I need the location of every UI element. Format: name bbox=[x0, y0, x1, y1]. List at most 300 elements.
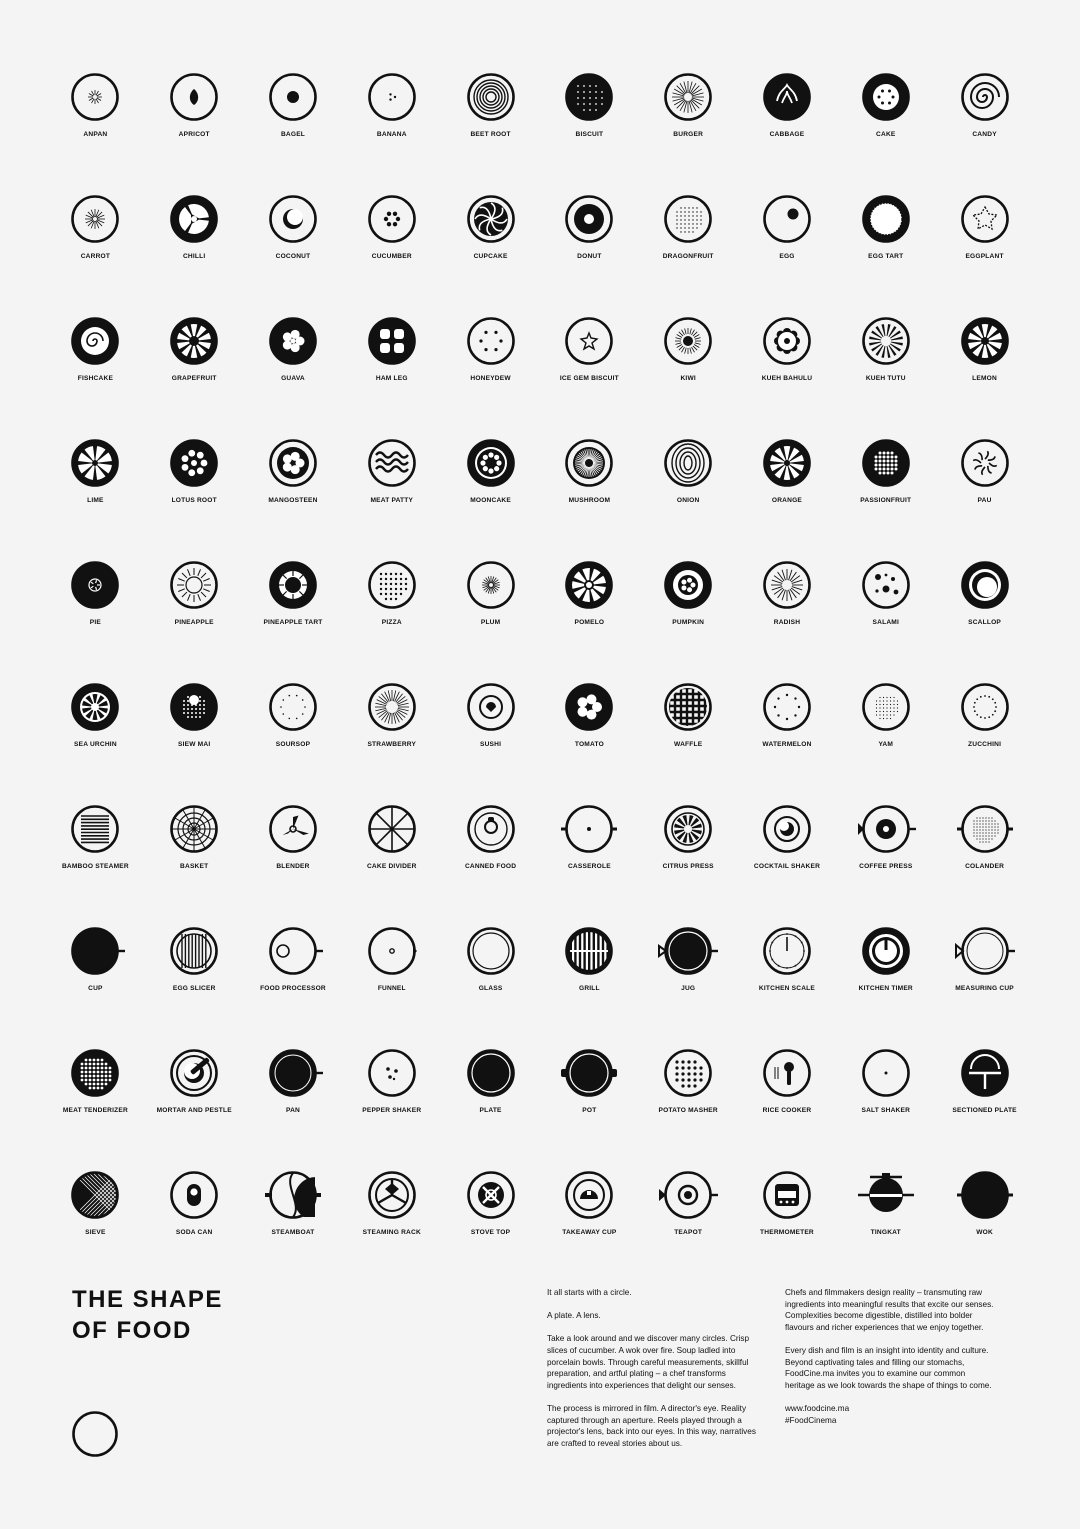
grid-item bbox=[342, 315, 441, 437]
grid-item-label: DRAGONFRUIT bbox=[662, 253, 714, 260]
plate-icon bbox=[465, 1047, 517, 1099]
funnel-icon bbox=[366, 925, 418, 977]
grapefruit-icon bbox=[168, 315, 220, 367]
grid-item-label: COCONUT bbox=[275, 253, 311, 260]
grid-item-label: GRAPEFRUIT bbox=[171, 375, 217, 382]
grid-item bbox=[540, 193, 639, 315]
carrot-icon bbox=[69, 193, 121, 245]
grid-item-label: ICE GEM BISCUIT bbox=[559, 375, 619, 382]
grid-item-label: BLENDER bbox=[276, 863, 310, 870]
grid-item-label: MEAT PATTY bbox=[370, 497, 414, 504]
grid-item-label: MANGOSTEEN bbox=[268, 497, 318, 504]
bagel-icon bbox=[267, 71, 319, 123]
grid-item bbox=[935, 925, 1034, 1047]
grid-item bbox=[342, 925, 441, 1047]
grid-item-label: SALAMI bbox=[872, 619, 900, 626]
dragonfruit-icon bbox=[662, 193, 714, 245]
donut-icon bbox=[563, 193, 615, 245]
soursop-icon bbox=[267, 681, 319, 733]
grid-item-label: YAM bbox=[878, 741, 894, 748]
grid-item bbox=[738, 1047, 837, 1169]
grid-item-label: COLANDER bbox=[965, 863, 1005, 870]
grid-item-label: HAM LEG bbox=[375, 375, 408, 382]
mortar-and-pestle-icon bbox=[168, 1047, 220, 1099]
grid-item-label: FOOD PROCESSOR bbox=[260, 985, 326, 992]
grid-item-label: CUPCAKE bbox=[473, 253, 508, 260]
onion-icon bbox=[662, 437, 714, 489]
grid-item bbox=[145, 681, 244, 803]
grid-item bbox=[836, 925, 935, 1047]
grid-item-label: PLATE bbox=[479, 1107, 502, 1114]
coffee-press-icon bbox=[860, 803, 912, 855]
steaming-rack-icon bbox=[366, 1169, 418, 1221]
grid-item-label: COFFEE PRESS bbox=[859, 863, 913, 870]
grid-item bbox=[342, 803, 441, 925]
pau-icon bbox=[959, 437, 1011, 489]
grid-item-label: KITCHEN SCALE bbox=[758, 985, 816, 992]
grill-icon bbox=[563, 925, 615, 977]
grid-item bbox=[738, 559, 837, 681]
grid-item-label: POMELO bbox=[574, 619, 605, 626]
grid-item-label: WAFFLE bbox=[674, 741, 703, 748]
grid-item-label: MEAT TENDERIZER bbox=[62, 1107, 128, 1114]
grid-item bbox=[935, 681, 1034, 803]
intro-paragraph: The process is mirrored in film. A director's eye. Reality captured through an aperture. Reels played through a projector's lens, back into our eyes. In this way, narratives are crafted to reveal stories about us. bbox=[547, 1403, 756, 1448]
grid-item bbox=[145, 71, 244, 193]
grid-item-label: DONUT bbox=[577, 253, 602, 260]
grid-item bbox=[738, 315, 837, 437]
pineapple-icon bbox=[168, 559, 220, 611]
ice-gem-biscuit-icon bbox=[563, 315, 615, 367]
radish-icon bbox=[761, 559, 813, 611]
zucchini-icon bbox=[959, 681, 1011, 733]
grid-item-label: GUAVA bbox=[281, 375, 305, 382]
grid-item-label: WOK bbox=[976, 1229, 993, 1236]
grid-item-label: SIEVE bbox=[85, 1229, 106, 1236]
pan-icon bbox=[267, 1047, 319, 1099]
stove-top-icon bbox=[465, 1169, 517, 1221]
grid-item-label: RADISH bbox=[773, 619, 801, 626]
scallop-icon bbox=[959, 559, 1011, 611]
grid-item-label: APRICOT bbox=[178, 131, 210, 138]
grid-item bbox=[935, 1169, 1034, 1291]
intro-paragraph: It all starts with a circle. bbox=[547, 1288, 632, 1297]
grid-item-label: BISCUIT bbox=[575, 131, 604, 138]
pie-icon bbox=[69, 559, 121, 611]
pumpkin-icon bbox=[662, 559, 714, 611]
measuring-cup-icon bbox=[959, 925, 1011, 977]
egg-tart-icon bbox=[860, 193, 912, 245]
kiwi-icon bbox=[662, 315, 714, 367]
grid-item bbox=[145, 1047, 244, 1169]
grid-item bbox=[935, 193, 1034, 315]
anpan-icon bbox=[69, 71, 121, 123]
grid-item bbox=[836, 437, 935, 559]
glass-icon bbox=[465, 925, 517, 977]
grid-item-label: SALT SHAKER bbox=[861, 1107, 911, 1114]
grid-item bbox=[738, 71, 837, 193]
grid-item bbox=[540, 925, 639, 1047]
grid-item-label: EGG bbox=[779, 253, 795, 260]
grid-item-label: WATERMELON bbox=[762, 741, 812, 748]
banana-icon bbox=[366, 71, 418, 123]
grid-item-label: CHILLI bbox=[182, 253, 206, 260]
grid-item-label: ORANGE bbox=[771, 497, 803, 504]
grid-item bbox=[145, 925, 244, 1047]
grid-item bbox=[46, 681, 145, 803]
passionfruit-icon bbox=[860, 437, 912, 489]
salami-icon bbox=[860, 559, 912, 611]
grid-item-label: PAN bbox=[285, 1107, 301, 1114]
grid-item-label: LIME bbox=[87, 497, 104, 504]
grid-item bbox=[145, 803, 244, 925]
bamboo-steamer-icon bbox=[69, 803, 121, 855]
poster-title bbox=[72, 1284, 223, 1346]
mangosteen-icon bbox=[267, 437, 319, 489]
grid-item-label: TOMATO bbox=[574, 741, 604, 748]
grid-item bbox=[738, 193, 837, 315]
grid-item-label: BANANA bbox=[376, 131, 407, 138]
grid-item bbox=[441, 925, 540, 1047]
grid-item bbox=[441, 803, 540, 925]
grid-item-label: EGG SLICER bbox=[172, 985, 216, 992]
grid-item bbox=[244, 1169, 343, 1291]
cocktail-shaker-icon bbox=[761, 803, 813, 855]
grid-item bbox=[342, 437, 441, 559]
pepper-shaker-icon bbox=[366, 1047, 418, 1099]
grid-item bbox=[342, 559, 441, 681]
grid-item bbox=[244, 803, 343, 925]
grid-item bbox=[46, 1169, 145, 1291]
lime-icon bbox=[69, 437, 121, 489]
intro-paragraph: Chefs and filmmakers design reality – transmuting raw ingredients into meaningful results that excite our senses. Complexities become digestible, distilled into bolder flavours and richer experiences that we enjoy together. bbox=[785, 1288, 994, 1332]
casserole-icon bbox=[563, 803, 615, 855]
grid-item-label: STRAWBERRY bbox=[367, 741, 417, 748]
intro-paragraph: Take a look around and we discover many circles. Crisp slices of cucumber. A wok over fire. Soup ladled into porcelain bowls. Through careful measurements, skillful preparation, and artful plating – a chef transforms ingredients into experiences that delight our senses. bbox=[547, 1334, 750, 1390]
grid-item-label: STEAMING RACK bbox=[362, 1229, 421, 1236]
grid-item-label: SIEW MAI bbox=[178, 741, 211, 748]
website-link[interactable]: www.foodcine.ma bbox=[785, 1403, 850, 1413]
grid-item bbox=[244, 1047, 343, 1169]
sieve-icon bbox=[69, 1169, 121, 1221]
beet-root-icon bbox=[465, 71, 517, 123]
grid-item bbox=[145, 559, 244, 681]
grid-item bbox=[836, 315, 935, 437]
grid-item bbox=[639, 803, 738, 925]
grid-item bbox=[46, 437, 145, 559]
grid-item bbox=[540, 1047, 639, 1169]
candy-icon bbox=[959, 71, 1011, 123]
food-processor-icon bbox=[267, 925, 319, 977]
grid-item bbox=[639, 681, 738, 803]
grid-item-label: KUEH TUTU bbox=[865, 375, 906, 382]
grid-item bbox=[935, 315, 1034, 437]
watermelon-icon bbox=[761, 681, 813, 733]
chilli-icon bbox=[168, 193, 220, 245]
kitchen-timer-icon bbox=[860, 925, 912, 977]
pizza-icon bbox=[366, 559, 418, 611]
citrus-press-icon bbox=[662, 803, 714, 855]
grid-item-label: PIE bbox=[89, 619, 102, 626]
orange-icon bbox=[761, 437, 813, 489]
grid-item bbox=[639, 71, 738, 193]
plum-icon bbox=[465, 559, 517, 611]
grid-item-label: BAMBOO STEAMER bbox=[61, 863, 129, 870]
ham-leg-icon bbox=[366, 315, 418, 367]
grid-item bbox=[639, 315, 738, 437]
salt-shaker-icon bbox=[860, 1047, 912, 1099]
grid-item bbox=[441, 437, 540, 559]
blender-icon bbox=[267, 803, 319, 855]
grid-item bbox=[46, 71, 145, 193]
grid-item-label: CAKE DIVIDER bbox=[366, 863, 417, 870]
grid-item bbox=[145, 437, 244, 559]
biscuit-icon bbox=[563, 71, 615, 123]
grid-item-label: PLUM bbox=[480, 619, 501, 626]
lemon-icon bbox=[959, 315, 1011, 367]
grid-item bbox=[738, 925, 837, 1047]
grid-item bbox=[46, 315, 145, 437]
grid-item-label: SCALLOP bbox=[968, 619, 1002, 626]
grid-item bbox=[540, 437, 639, 559]
intro-paragraph: A plate. A lens. bbox=[547, 1311, 601, 1321]
grid-item bbox=[935, 71, 1034, 193]
cup-icon bbox=[69, 925, 121, 977]
pineapple-tart-icon bbox=[267, 559, 319, 611]
grid-item-label: STOVE TOP bbox=[470, 1229, 511, 1236]
grid-item-label: SODA CAN bbox=[175, 1229, 213, 1236]
cake-divider-icon bbox=[366, 803, 418, 855]
grid-item bbox=[639, 437, 738, 559]
potato-masher-icon bbox=[662, 1047, 714, 1099]
grid-item bbox=[639, 925, 738, 1047]
fishcake-icon bbox=[69, 315, 121, 367]
grid-item bbox=[738, 681, 837, 803]
guava-icon bbox=[267, 315, 319, 367]
meat-patty-icon bbox=[366, 437, 418, 489]
egg-slicer-icon bbox=[168, 925, 220, 977]
grid-item bbox=[46, 803, 145, 925]
grid-item-label: CAKE bbox=[876, 131, 896, 138]
icon-grid bbox=[46, 71, 1034, 1291]
grid-item-label: THERMOMETER bbox=[760, 1229, 814, 1236]
wok-icon bbox=[959, 1169, 1011, 1221]
grid-item bbox=[244, 71, 343, 193]
grid-item-label: POTATO MASHER bbox=[658, 1107, 718, 1114]
grid-item bbox=[639, 1169, 738, 1291]
grid-item-label: PAU bbox=[977, 497, 992, 504]
grid-item-label: COCKTAIL SHAKER bbox=[753, 863, 821, 870]
grid-item bbox=[46, 193, 145, 315]
grid-item-label: BEET ROOT bbox=[470, 131, 511, 138]
strawberry-icon bbox=[366, 681, 418, 733]
kitchen-scale-icon bbox=[761, 925, 813, 977]
grid-item-label: JUG bbox=[681, 985, 696, 992]
grid-item-label: KITCHEN TIMER bbox=[858, 985, 913, 992]
eggplant-icon bbox=[959, 193, 1011, 245]
hashtag: #FoodCinema bbox=[785, 1415, 837, 1425]
grid-item bbox=[244, 437, 343, 559]
honeydew-icon bbox=[465, 315, 517, 367]
grid-item bbox=[738, 1169, 837, 1291]
mooncake-icon bbox=[465, 437, 517, 489]
grid-item bbox=[639, 559, 738, 681]
grid-item-label: RICE COOKER bbox=[762, 1107, 812, 1114]
grid-item-label: SUSHI bbox=[480, 741, 502, 748]
teapot-icon bbox=[662, 1169, 714, 1221]
grid-item-label: STEAMBOAT bbox=[271, 1229, 315, 1236]
grid-item bbox=[244, 193, 343, 315]
grid-item bbox=[145, 315, 244, 437]
grid-item bbox=[738, 437, 837, 559]
takeaway-cup-icon bbox=[563, 1169, 615, 1221]
grid-item-label: ZUCCHINI bbox=[968, 741, 1002, 748]
grid-item-label: PINEAPPLE bbox=[174, 619, 214, 626]
grid-item bbox=[836, 1047, 935, 1169]
pomelo-icon bbox=[563, 559, 615, 611]
grid-item bbox=[935, 803, 1034, 925]
grid-item-label: KUEH BAHULU bbox=[761, 375, 813, 382]
colander-icon bbox=[959, 803, 1011, 855]
grid-item bbox=[244, 315, 343, 437]
grid-item-label: MORTAR AND PESTLE bbox=[156, 1107, 232, 1114]
coconut-icon bbox=[267, 193, 319, 245]
grid-item bbox=[540, 315, 639, 437]
sea-urchin-icon bbox=[69, 681, 121, 733]
grid-item bbox=[441, 681, 540, 803]
grid-item bbox=[46, 925, 145, 1047]
thermometer-icon bbox=[761, 1169, 813, 1221]
grid-item-label: CUP bbox=[88, 985, 103, 992]
basket-icon bbox=[168, 803, 220, 855]
grid-item-label: CABBAGE bbox=[769, 131, 805, 138]
grid-item bbox=[244, 559, 343, 681]
steamboat-icon bbox=[267, 1169, 319, 1221]
grid-item-label: FUNNEL bbox=[377, 985, 406, 992]
grid-item-label: PINEAPPLE TART bbox=[263, 619, 323, 626]
grid-item-label: TINGKAT bbox=[870, 1229, 901, 1236]
cucumber-icon bbox=[366, 193, 418, 245]
cabbage-icon bbox=[761, 71, 813, 123]
grid-item-label: LOTUS ROOT bbox=[171, 497, 217, 504]
grid-item bbox=[145, 193, 244, 315]
grid-item bbox=[441, 1047, 540, 1169]
grid-item-label: BASKET bbox=[180, 863, 209, 870]
grid-item-label: PUMPKIN bbox=[672, 619, 705, 626]
grid-item bbox=[540, 1169, 639, 1291]
waffle-icon bbox=[662, 681, 714, 733]
grid-item-label: MEASURING CUP bbox=[955, 985, 1014, 992]
grid-item-label: PIZZA bbox=[381, 619, 402, 626]
grid-item bbox=[342, 71, 441, 193]
intro-text-column-1 bbox=[547, 1287, 759, 1461]
grid-item bbox=[540, 71, 639, 193]
grid-item-label: CUCUMBER bbox=[371, 253, 412, 260]
grid-item-label: BAGEL bbox=[280, 131, 306, 138]
grid-item bbox=[244, 925, 343, 1047]
grid-item-label: SECTIONED PLATE bbox=[952, 1107, 1017, 1114]
intro-paragraph: Every dish and film is an insight into identity and culture. Beyond captivating tales and filling our stomachs, FoodCine.ma invites you to examine our common heritage as we look towards the shape of things to come. bbox=[785, 1345, 992, 1390]
grid-item-label: GRILL bbox=[578, 985, 600, 992]
grid-item-label: EGGPLANT bbox=[965, 253, 1004, 260]
rice-cooker-icon bbox=[761, 1047, 813, 1099]
soda-can-icon bbox=[168, 1169, 220, 1221]
sectioned-plate-icon bbox=[959, 1047, 1011, 1099]
grid-item-label: ANPAN bbox=[83, 131, 108, 138]
grid-item-label: CITRUS PRESS bbox=[662, 863, 714, 870]
meat-tenderizer-icon bbox=[69, 1047, 121, 1099]
grid-item bbox=[342, 1047, 441, 1169]
egg-icon bbox=[761, 193, 813, 245]
circle-icon bbox=[72, 1411, 118, 1457]
grid-item bbox=[935, 559, 1034, 681]
grid-item bbox=[342, 193, 441, 315]
apricot-icon bbox=[168, 71, 220, 123]
grid-item bbox=[935, 1047, 1034, 1169]
sushi-icon bbox=[465, 681, 517, 733]
grid-item-label: CARROT bbox=[80, 253, 111, 260]
grid-item bbox=[540, 559, 639, 681]
grid-item bbox=[46, 1047, 145, 1169]
canned-food-icon bbox=[465, 803, 517, 855]
grid-item-label: LEMON bbox=[972, 375, 997, 382]
grid-item-label: GLASS bbox=[478, 985, 503, 992]
grid-item-label: BURGER bbox=[673, 131, 704, 138]
grid-item-label: EGG TART bbox=[868, 253, 904, 260]
grid-item bbox=[441, 71, 540, 193]
grid-item bbox=[540, 803, 639, 925]
kueh-bahulu-icon bbox=[761, 315, 813, 367]
grid-item bbox=[342, 681, 441, 803]
grid-item-label: CANNED FOOD bbox=[464, 863, 517, 870]
grid-item-label: SOURSOP bbox=[275, 741, 311, 748]
lotus-root-icon bbox=[168, 437, 220, 489]
grid-item bbox=[441, 315, 540, 437]
grid-item bbox=[639, 193, 738, 315]
title-line-1: THE SHAPE bbox=[72, 1286, 223, 1313]
pot-icon bbox=[563, 1047, 615, 1099]
intro-text-column-2 bbox=[785, 1287, 997, 1438]
grid-item bbox=[935, 437, 1034, 559]
grid-item-label: CASSEROLE bbox=[567, 863, 611, 870]
grid-item bbox=[244, 681, 343, 803]
grid-item-label: TAKEAWAY CUP bbox=[562, 1229, 617, 1236]
grid-item bbox=[441, 193, 540, 315]
grid-item-label: MOONCAKE bbox=[470, 497, 511, 504]
mushroom-icon bbox=[563, 437, 615, 489]
grid-item-label: POT bbox=[582, 1107, 597, 1114]
grid-item-label: TEAPOT bbox=[674, 1229, 703, 1236]
grid-item bbox=[639, 1047, 738, 1169]
tomato-icon bbox=[563, 681, 615, 733]
yam-icon bbox=[860, 681, 912, 733]
grid-item-label: KIWI bbox=[680, 375, 696, 382]
grid-item-label: HONEYDEW bbox=[470, 375, 511, 382]
grid-item-label: FISHCAKE bbox=[77, 375, 114, 382]
burger-icon bbox=[662, 71, 714, 123]
grid-item-label: CANDY bbox=[972, 131, 997, 138]
tingkat-icon bbox=[860, 1169, 912, 1221]
grid-item bbox=[836, 803, 935, 925]
grid-item bbox=[738, 803, 837, 925]
grid-item bbox=[836, 193, 935, 315]
grid-item bbox=[540, 681, 639, 803]
kueh-tutu-icon bbox=[860, 315, 912, 367]
grid-item-label: ONION bbox=[676, 497, 700, 504]
jug-icon bbox=[662, 925, 714, 977]
cake-icon bbox=[860, 71, 912, 123]
grid-item-label: MUSHROOM bbox=[568, 497, 611, 504]
